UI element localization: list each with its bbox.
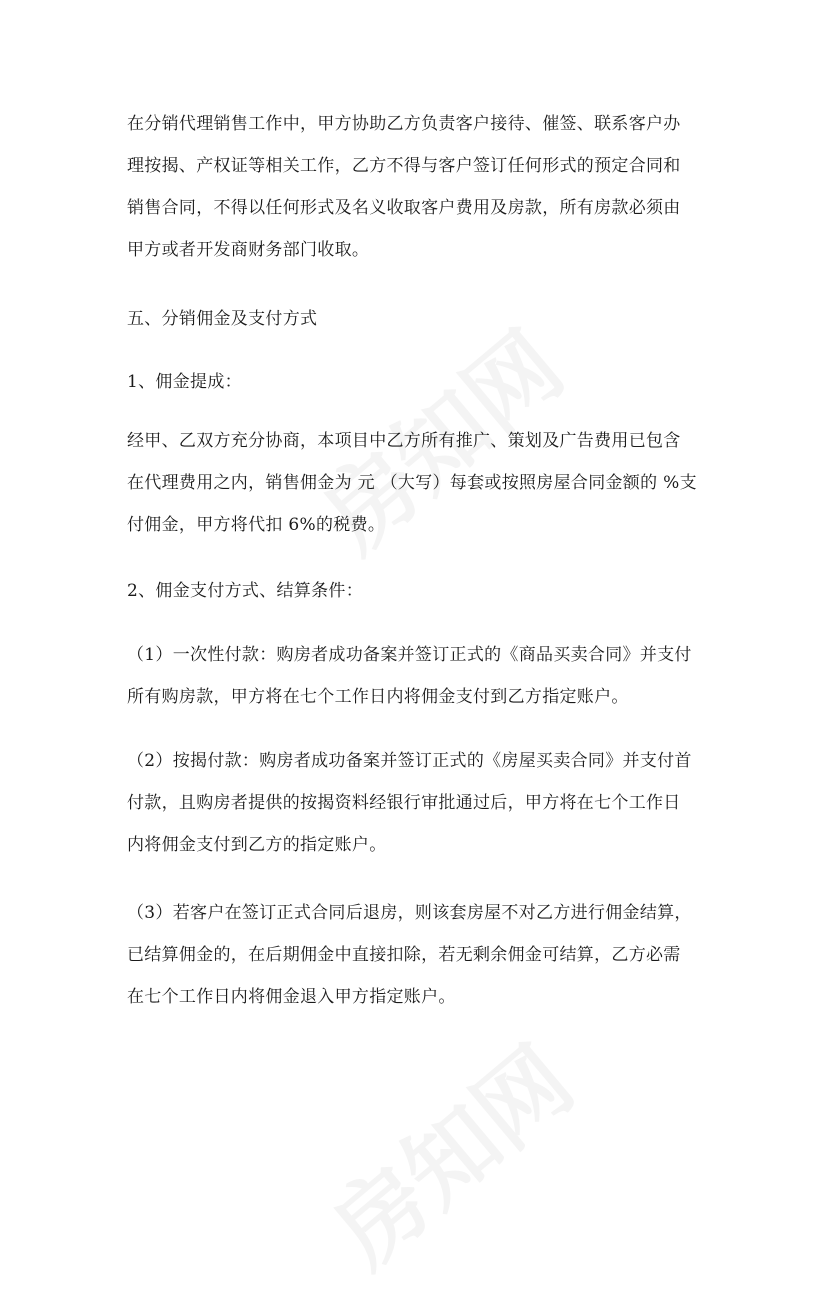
paragraph-commission-terms: 经甲、乙双方充分协商，本项目中乙方所有推广、策划及广告费用已包含在代理费用之内，销售佣金为 元 （大写）每套或按照房屋合同金额的 %支付佣金，甲方将代扣 6%的税费。 xyxy=(127,431,697,535)
paragraph-refund-clause: （3）若客户在签订正式合同后退房，则该套房屋不对乙方进行佣金结算，已结算佣金的，在后期佣金中直接扣除，若无剩余佣金可结算，乙方必需在七个工作日内将佣金退入甲方指定账户。 xyxy=(127,903,692,1007)
subheading-payment-method: 2、佣金支付方式、结算条件： xyxy=(127,581,364,601)
section-heading-commission: 五、分销佣金及支付方式 xyxy=(127,309,318,329)
subheading-commission-rate: 1、佣金提成： xyxy=(127,372,242,392)
watermark-text-bottom xyxy=(300,1012,596,1290)
paragraph-agency-sales: 在分销代理销售工作中，甲方协助乙方负责客户接待、催签、联系客户办理按揭、产权证等相关工作，乙方不得与客户签订任何形式的预定合同和销售合同，不得以任何形式及名义收取客户费用及房款，所有房款必须由甲方或者开发商财务部门收取。 xyxy=(127,114,681,260)
paragraph-lump-sum-payment: （1）一次性付款：购房者成功备案并签订正式的《商品买卖合同》并支付所有购房款，甲方将在七个工作日内将佣金支付到乙方指定账户。 xyxy=(127,645,692,707)
paragraph-mortgage-payment: （2）按揭付款：购房者成功备案并签订正式的《房屋买卖合同》并支付首付款，且购房者提供的按揭资料经银行审批通过后，甲方将在七个工作日内将佣金支付到乙方的指定账户。 xyxy=(127,751,692,855)
